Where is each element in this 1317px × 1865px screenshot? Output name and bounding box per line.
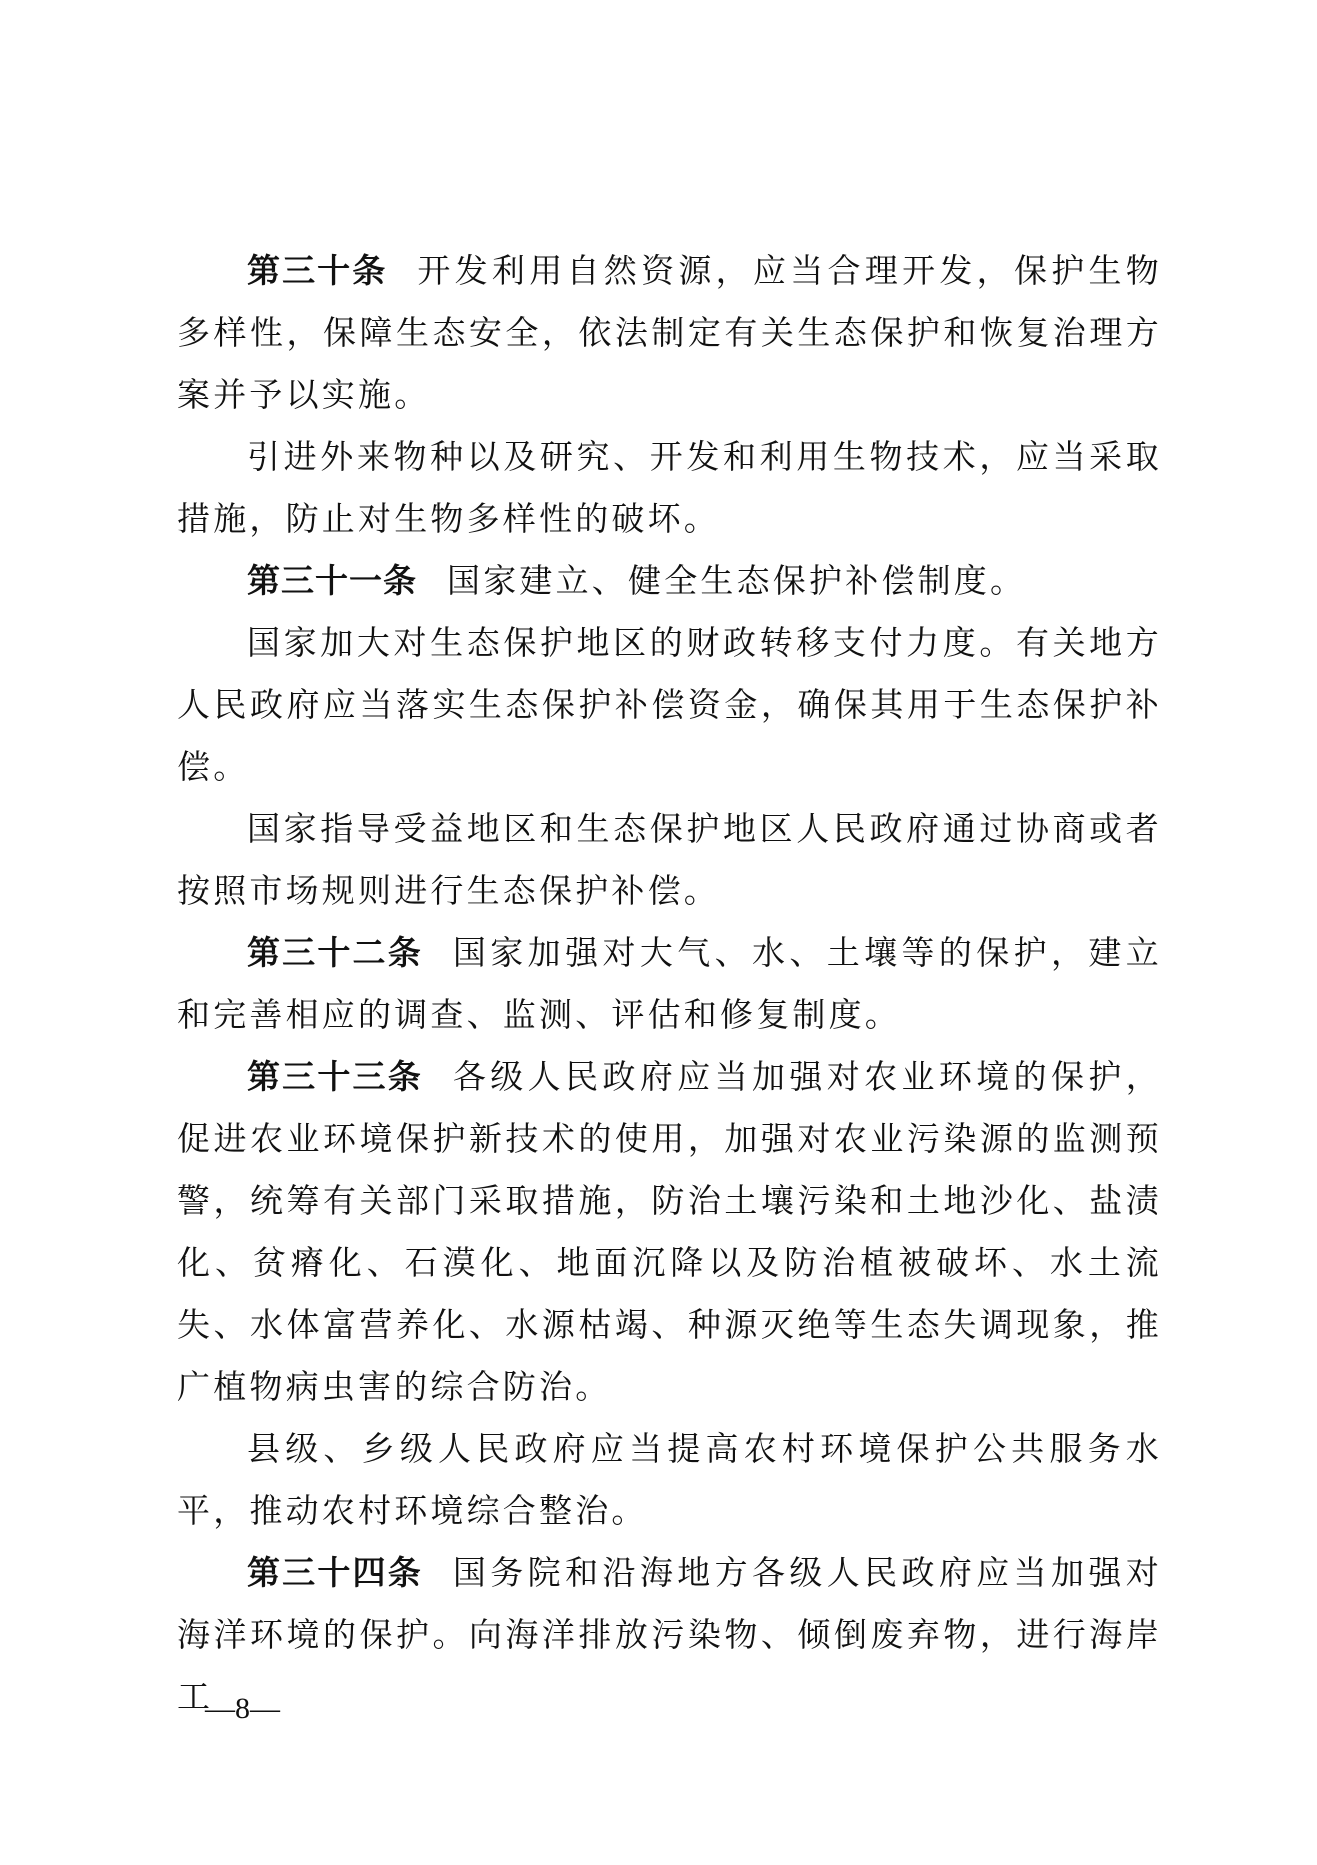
paragraph-text: 各级人民政府应当加强对农业环境的保护，促进农业环境保护新技术的使用，加强对农业污染源的监测预警，统筹有关部门采取措施，防治土壤污染和土地沙化、盐渍化、贫瘠化、石漠化、地面沉降以及防治植被破坏、水土流失、水体富营养化、水源枯竭、种源灭绝等生态失调现象，推广植物病虫害的综合防治。 — [177, 1057, 1162, 1406]
article-heading-30: 第三十条 — [247, 251, 388, 290]
article-heading-33: 第三十三条 — [247, 1057, 423, 1096]
article-heading-31: 第三十一条 — [247, 561, 417, 600]
article-heading-32: 第三十二条 — [247, 933, 423, 972]
paragraph-text: 国家加大对生态保护地区的财政转移支付力度。有关地方人民政府应当落实生态保护补偿资金，确保其用于生态保护补偿。 — [177, 623, 1162, 786]
paragraph-text: 引进外来物种以及研究、开发和利用生物技术，应当采取措施，防止对生物多样性的破坏。 — [177, 437, 1162, 538]
paragraph-article-33-2 — [177, 1418, 1162, 1542]
paragraph-article-33 — [177, 1046, 1162, 1418]
paragraph-article-32 — [177, 922, 1162, 1046]
paragraph-article-34 — [177, 1542, 1162, 1728]
page-number: —8— — [205, 1692, 280, 1725]
paragraph-text: 开发利用自然资源，应当合理开发，保护生物多样性，保障生态安全，依法制定有关生态保护和恢复治理方案并予以实施。 — [177, 251, 1163, 414]
paragraph-article-31 — [177, 550, 1162, 612]
paragraph-text: 县级、乡级人民政府应当提高农村环境保护公共服务水平，推动农村环境综合整治。 — [177, 1429, 1162, 1530]
article-heading-34: 第三十四条 — [247, 1553, 423, 1592]
paragraph-text: 国家指导受益地区和生态保护地区人民政府通过协商或者按照市场规则进行生态保护补偿。 — [177, 809, 1162, 910]
paragraph-article-31-2 — [177, 612, 1162, 798]
paragraph-text: 国家加强对大气、水、土壤等的保护，建立和完善相应的调查、监测、评估和修复制度。 — [177, 933, 1162, 1034]
paragraph-text: 国务院和沿海地方各级人民政府应当加强对海洋环境的保护。向海洋排放污染物、倾倒废弃物，进行海岸工 — [177, 1553, 1162, 1716]
paragraph-text: 国家建立、健全生态保护补偿制度。 — [447, 561, 1027, 600]
paragraph-article-30-2 — [177, 426, 1162, 550]
paragraph-article-31-3 — [177, 798, 1162, 922]
article-body — [177, 240, 1162, 1728]
paragraph-article-30 — [177, 240, 1162, 426]
